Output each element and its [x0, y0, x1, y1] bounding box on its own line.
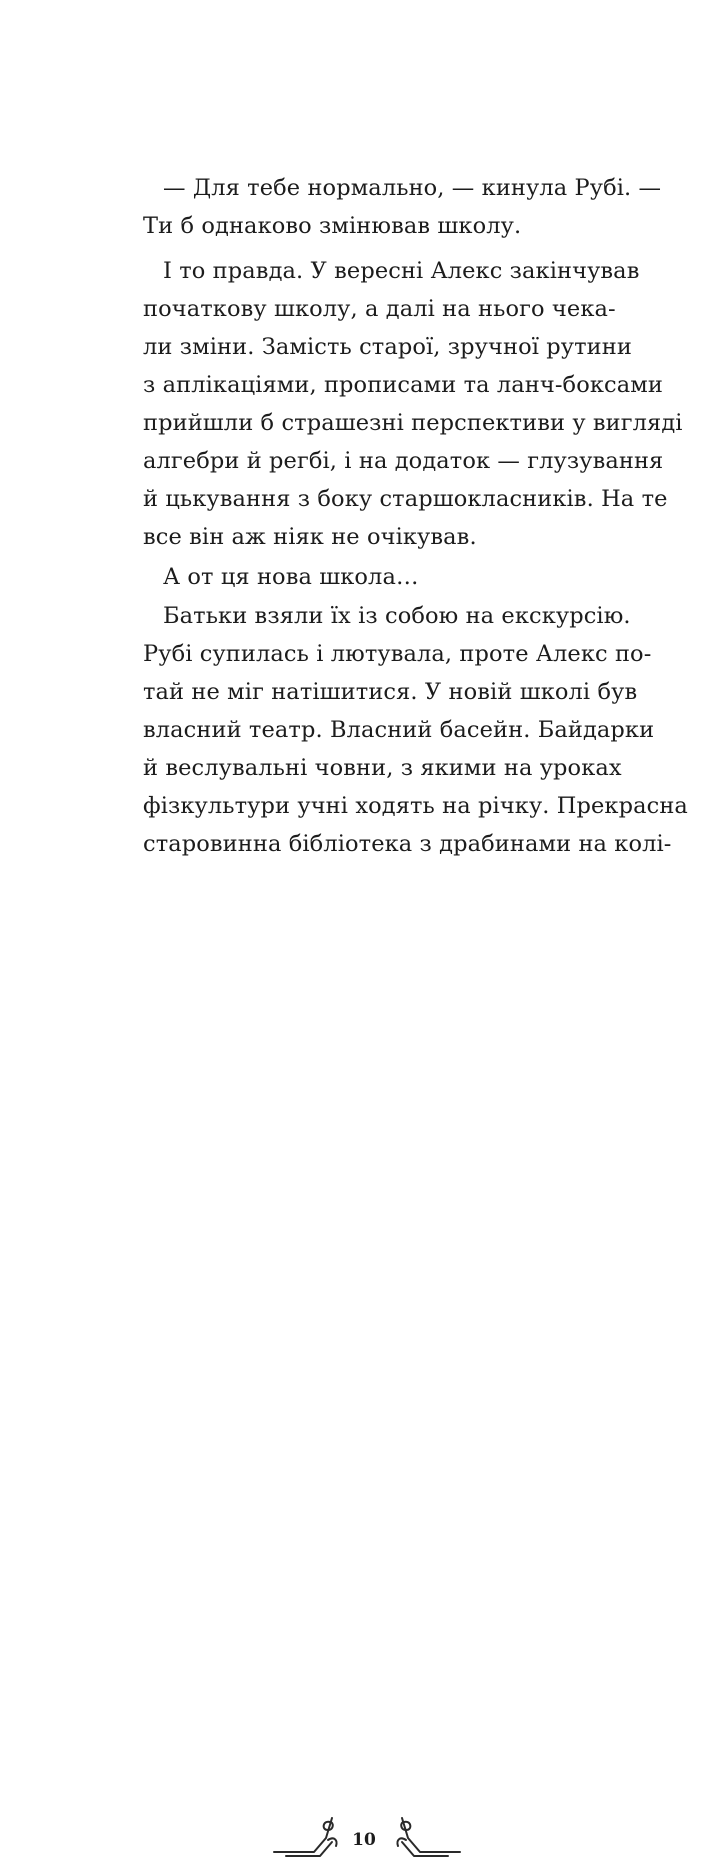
text-line: А от ця нова школа…	[163, 564, 419, 590]
text-line: й цькування з боку старшокласників. На те	[143, 486, 668, 512]
text-line: Рубі супилась і лютувала, проте Алекс по-	[143, 641, 652, 667]
page-footer	[0, 900, 728, 1850]
text-line: фізкультури учні ходять на річку. Прекрасна	[143, 793, 688, 819]
page-body	[0, 0, 728, 900]
text-line: й веслувальні човни, з якими на уроках	[143, 755, 622, 781]
text-line: початкову школу, а далі на нього чека-	[143, 296, 616, 322]
text-line: старовинна бібліотека з драбинами на колі-	[143, 831, 672, 857]
right-ornament-icon	[376, 1812, 466, 1862]
text-line: власний театр. Власний басейн. Байдарки	[143, 717, 655, 743]
text-line: — Для тебе нормально, — кинула Рубі. —	[163, 175, 662, 201]
text-line: тай не міг натішитися. У новій школі був	[143, 679, 638, 705]
text-line: все він аж ніяк не очікував.	[143, 524, 477, 550]
page-number: 10	[352, 1830, 376, 1850]
text-line: з аплікаціями, прописами та ланч-боксами	[143, 372, 663, 398]
text-line: алгебри й регбі, і на додаток — глузування	[143, 448, 664, 474]
text-line: Батьки взяли їх із собою на екскурсію.	[163, 603, 631, 629]
text-line: прийшли б страшезні перспективи у вигляді	[143, 410, 683, 436]
text-line: Ти б однаково змінював школу.	[143, 213, 522, 239]
text-line: ли зміни. Замість старої, зручної рутини	[143, 334, 632, 360]
text-line: І то правда. У вересні Алекс закінчував	[163, 258, 640, 284]
